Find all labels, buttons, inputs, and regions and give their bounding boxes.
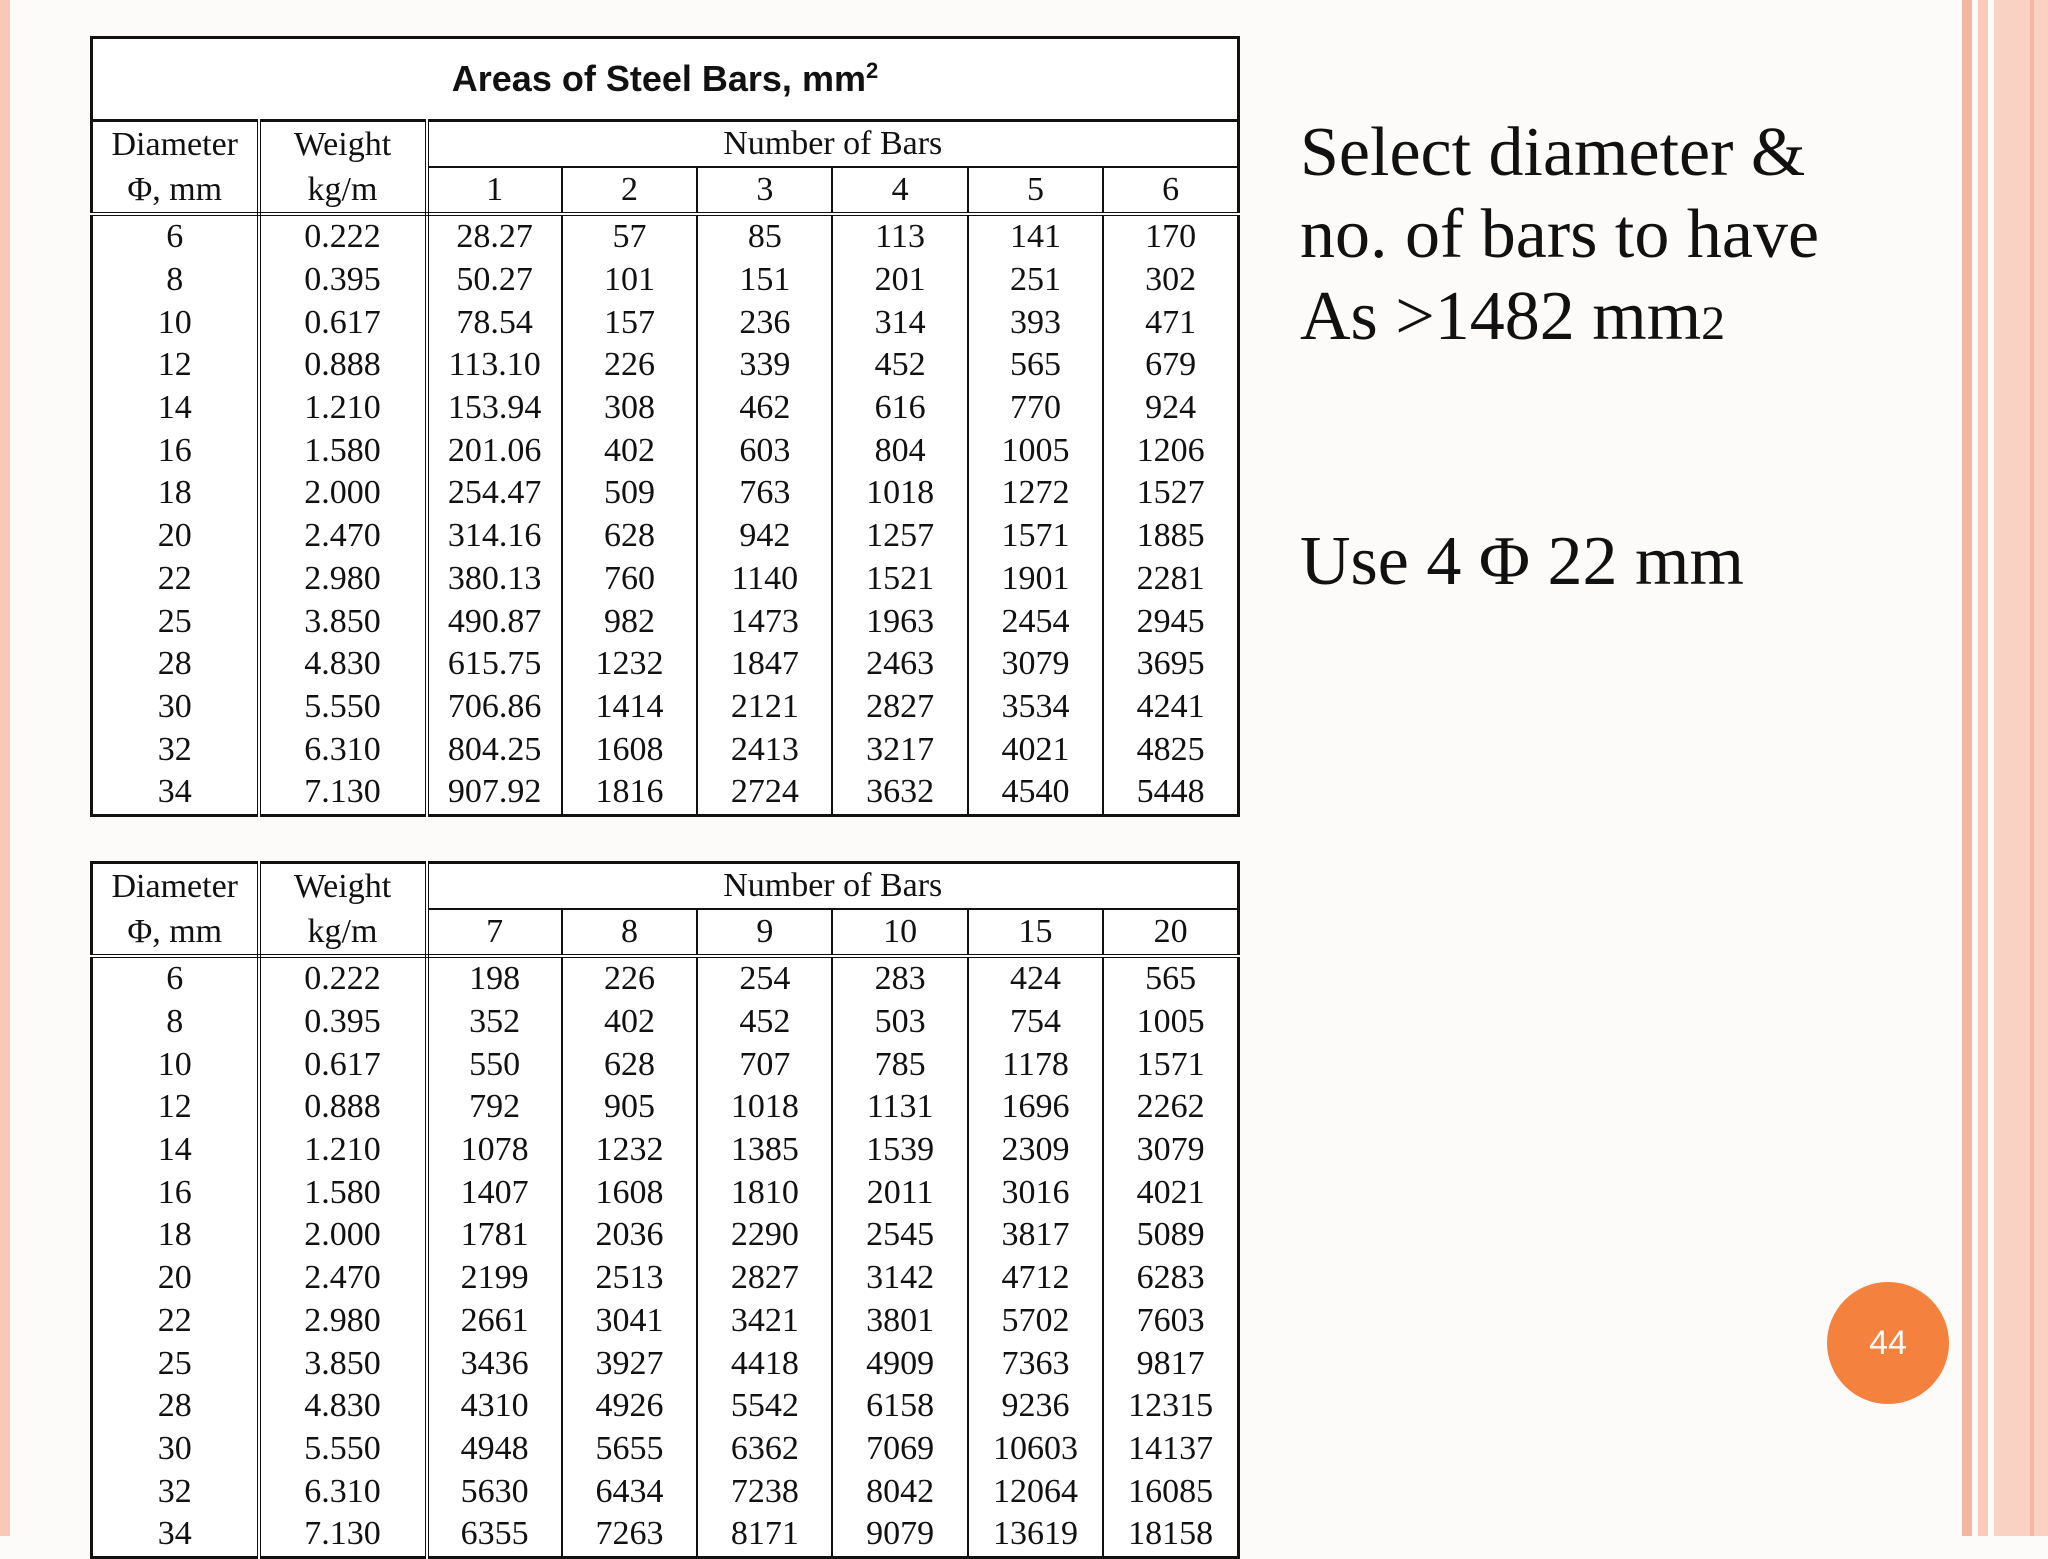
table-row <box>92 1214 1239 1257</box>
area-cell: 1571 <box>968 515 1103 558</box>
area-cell: 5630 <box>427 1470 562 1513</box>
diameter-header: Diameter <box>92 863 259 910</box>
area-cell: 1816 <box>562 771 697 815</box>
area-cell: 1696 <box>968 1086 1103 1129</box>
area-cell: 170 <box>1145 218 1197 256</box>
area-cell: 12315 <box>1128 1387 1214 1425</box>
table-row <box>92 1342 1239 1385</box>
weight-cell: 3.850 <box>259 600 427 643</box>
area-cell: 314.16 <box>427 515 562 558</box>
area-cell: 12064 <box>968 1470 1103 1513</box>
area-cell: 2827 <box>697 1257 832 1300</box>
area-cell: 706.86 <box>427 686 562 729</box>
table-title: Areas of Steel Bars, $mm^2$ <box>92 38 1239 121</box>
weight-cell: 7.130 <box>259 771 427 815</box>
area-cell: 550 <box>427 1043 562 1086</box>
table-row <box>92 1043 1239 1086</box>
weight-cell: 4.830 <box>259 1385 427 1428</box>
table-row <box>92 956 1239 1001</box>
area-cell: 4021 <box>1136 1173 1205 1211</box>
area-cell: 3041 <box>562 1300 697 1343</box>
diameter-cell: 18 <box>92 1214 259 1257</box>
table-row <box>92 600 1239 643</box>
table-row <box>92 515 1239 558</box>
steel-bar-areas-table-1 <box>90 36 1240 817</box>
diameter-header: Diameter <box>92 121 259 168</box>
weight-cell: 0.395 <box>259 259 427 302</box>
area-cell: 679 <box>1145 346 1197 384</box>
weight-cell: 0.222 <box>259 956 427 1001</box>
area-cell: 615.75 <box>427 643 562 686</box>
weight-cell: 2.470 <box>259 1257 427 1300</box>
weight-cell: 7.130 <box>259 1513 427 1557</box>
area-cell: 1781 <box>427 1214 562 1257</box>
area-cell: 2011 <box>832 1171 967 1214</box>
area-cell: 50.27 <box>427 259 562 302</box>
area-cell: 7263 <box>562 1513 697 1557</box>
area-cell: 1571 <box>1136 1045 1205 1083</box>
area-cell: 4712 <box>968 1257 1103 1300</box>
area-cell: 2463 <box>832 643 967 686</box>
area-cell: 1385 <box>697 1129 832 1172</box>
area-cell: 1901 <box>968 558 1103 601</box>
area-cell: 9817 <box>1136 1344 1205 1382</box>
area-cell: 2290 <box>697 1214 832 1257</box>
bar-count-header: 15 <box>968 909 1103 956</box>
area-cell: 85 <box>697 214 832 259</box>
area-cell: 2827 <box>832 686 967 729</box>
diameter-cell: 20 <box>92 1257 259 1300</box>
area-cell: 4948 <box>427 1428 562 1471</box>
weight-cell: 5.550 <box>259 686 427 729</box>
weight-cell: 1.580 <box>259 1171 427 1214</box>
area-cell: 1810 <box>697 1171 832 1214</box>
diameter-cell: 34 <box>92 771 259 815</box>
table-row <box>92 1428 1239 1471</box>
area-cell: 6283 <box>1136 1259 1205 1297</box>
area-cell: 603 <box>697 429 832 472</box>
area-cell: 3817 <box>968 1214 1103 1257</box>
area-cell: 1414 <box>562 686 697 729</box>
area-cell: 565 <box>1145 960 1197 998</box>
diameter-cell: 8 <box>92 1001 259 1044</box>
area-cell: 2513 <box>562 1257 697 1300</box>
bar-count-header: 7 <box>427 909 562 956</box>
right-accent-stripe <box>1962 0 1972 1536</box>
bar-count-header: 5 <box>968 167 1103 214</box>
instruction-line-1: Select diameter & <box>1300 114 1806 191</box>
area-cell: 1608 <box>562 728 697 771</box>
area-cell: 7603 <box>1136 1301 1205 1339</box>
area-cell: 402 <box>562 1001 697 1044</box>
table-row <box>92 643 1239 686</box>
bar-count-header: 6 <box>1103 167 1238 214</box>
diameter-cell: 6 <box>92 956 259 1001</box>
steel-bar-areas-table-2 <box>90 861 1240 1559</box>
area-cell: 490.87 <box>427 600 562 643</box>
area-cell: 6434 <box>562 1470 697 1513</box>
area-cell: 3927 <box>562 1342 697 1385</box>
area-cell: 14137 <box>1128 1429 1214 1467</box>
bar-count-header: 3 <box>697 167 832 214</box>
area-cell: 251 <box>968 259 1103 302</box>
area-cell: 6158 <box>832 1385 967 1428</box>
area-cell: 1018 <box>832 472 967 515</box>
area-cell: 1140 <box>697 558 832 601</box>
area-cell: 7069 <box>832 1428 967 1471</box>
weight-header: Weight <box>259 121 427 168</box>
area-cell: 18158 <box>1128 1515 1214 1553</box>
diameter-cell: 32 <box>92 728 259 771</box>
diameter-cell: 8 <box>92 259 259 302</box>
weight-cell: 2.980 <box>259 558 427 601</box>
diameter-cell: 25 <box>92 600 259 643</box>
diameter-cell: 14 <box>92 1129 259 1172</box>
area-cell: 6355 <box>427 1513 562 1557</box>
area-cell: 907.92 <box>427 771 562 815</box>
weight-cell: 3.850 <box>259 1342 427 1385</box>
area-cell: 628 <box>562 515 697 558</box>
area-cell: 3079 <box>1136 1131 1205 1169</box>
area-cell: 760 <box>562 558 697 601</box>
area-cell: 452 <box>832 344 967 387</box>
diameter-cell: 34 <box>92 1513 259 1557</box>
weight-cell: 2.000 <box>259 472 427 515</box>
area-cell: 226 <box>562 956 697 1001</box>
instruction-line-2: no. of bars to have <box>1300 196 1820 273</box>
area-cell: 254.47 <box>427 472 562 515</box>
area-cell: 982 <box>562 600 697 643</box>
area-cell: 1257 <box>832 515 967 558</box>
area-cell: 1521 <box>832 558 967 601</box>
area-cell: 754 <box>968 1001 1103 1044</box>
table-row <box>92 429 1239 472</box>
diameter-cell: 22 <box>92 1300 259 1343</box>
area-cell: 141 <box>968 214 1103 259</box>
weight-cell: 0.222 <box>259 214 427 259</box>
area-cell: 5089 <box>1136 1216 1205 1254</box>
bar-count-header: 4 <box>832 167 967 214</box>
area-cell: 308 <box>562 387 697 430</box>
table-row <box>92 771 1239 815</box>
area-cell: 1018 <box>697 1086 832 1129</box>
area-cell: 1407 <box>427 1171 562 1214</box>
weight-cell: 1.210 <box>259 1129 427 1172</box>
table-row <box>92 1001 1239 1044</box>
weight-cell: 2.980 <box>259 1300 427 1343</box>
area-cell: 3534 <box>968 686 1103 729</box>
weight-cell: 0.617 <box>259 1043 427 1086</box>
area-cell: 452 <box>697 1001 832 1044</box>
weight-cell: 4.830 <box>259 643 427 686</box>
area-cell: 198 <box>427 956 562 1001</box>
area-cell: 785 <box>832 1043 967 1086</box>
area-cell: 1005 <box>1136 1003 1205 1041</box>
table-row <box>92 558 1239 601</box>
area-cell: 628 <box>562 1043 697 1086</box>
weight-unit-header: kg/m <box>259 167 427 214</box>
area-cell: 2262 <box>1136 1088 1205 1126</box>
area-cell: 201 <box>832 259 967 302</box>
area-cell: 226 <box>562 344 697 387</box>
diameter-cell: 18 <box>92 472 259 515</box>
area-cell: 1232 <box>562 643 697 686</box>
area-cell: 9079 <box>832 1513 967 1557</box>
area-cell: 1963 <box>832 600 967 643</box>
area-cell: 942 <box>697 515 832 558</box>
area-cell: 2945 <box>1136 602 1205 640</box>
page-number-badge: 44 <box>1827 1282 1949 1404</box>
area-cell: 78.54 <box>427 301 562 344</box>
area-cell: 153.94 <box>427 387 562 430</box>
area-cell: 1206 <box>1136 431 1205 469</box>
area-cell: 57 <box>562 214 697 259</box>
table-row <box>92 728 1239 771</box>
area-cell: 424 <box>968 956 1103 1001</box>
area-cell: 1005 <box>968 429 1103 472</box>
diameter-cell: 25 <box>92 1342 259 1385</box>
area-cell: 339 <box>697 344 832 387</box>
weight-cell: 2.470 <box>259 515 427 558</box>
area-cell: 792 <box>427 1086 562 1129</box>
area-cell: 2661 <box>427 1300 562 1343</box>
area-cell: 1131 <box>832 1086 967 1129</box>
weight-cell: 0.395 <box>259 1001 427 1044</box>
area-cell: 201.06 <box>427 429 562 472</box>
bar-count-header: 9 <box>697 909 832 956</box>
area-cell: 3142 <box>832 1257 967 1300</box>
area-cell: 1608 <box>562 1171 697 1214</box>
area-cell: 157 <box>562 301 697 344</box>
table-row <box>92 1513 1239 1557</box>
area-cell: 924 <box>1145 389 1197 427</box>
area-cell: 8042 <box>832 1470 967 1513</box>
weight-cell: 1.210 <box>259 387 427 430</box>
number-of-bars-header: Number of Bars <box>427 863 1239 910</box>
table-row <box>92 472 1239 515</box>
weight-cell: 0.888 <box>259 1086 427 1129</box>
table-row <box>92 344 1239 387</box>
table-row <box>92 214 1239 259</box>
area-cell: 3016 <box>968 1171 1103 1214</box>
area-cell: 462 <box>697 387 832 430</box>
area-cell: 5702 <box>968 1300 1103 1343</box>
area-cell: 503 <box>832 1001 967 1044</box>
diameter-cell: 12 <box>92 344 259 387</box>
area-cell: 707 <box>697 1043 832 1086</box>
diameter-cell: 10 <box>92 301 259 344</box>
area-cell: 236 <box>697 301 832 344</box>
right-accent-band <box>1994 0 2048 1536</box>
area-cell: 302 <box>1145 261 1197 299</box>
right-accent-stripe <box>1978 0 1988 1536</box>
area-cell: 2309 <box>968 1129 1103 1172</box>
area-cell: 1232 <box>562 1129 697 1172</box>
diameter-cell: 22 <box>92 558 259 601</box>
area-cell: 1272 <box>968 472 1103 515</box>
area-cell: 7238 <box>697 1470 832 1513</box>
area-cell: 4241 <box>1136 687 1205 725</box>
answer-text: Use 4 Φ 22 mm <box>1300 523 1744 600</box>
area-cell: 1885 <box>1136 517 1205 555</box>
diameter-cell: 6 <box>92 214 259 259</box>
area-cell: 7363 <box>968 1342 1103 1385</box>
area-cell: 3421 <box>697 1300 832 1343</box>
area-cell: 254 <box>697 956 832 1001</box>
diameter-cell: 16 <box>92 429 259 472</box>
table-row <box>92 1086 1239 1129</box>
area-cell: 5542 <box>697 1385 832 1428</box>
area-cell: 2545 <box>832 1214 967 1257</box>
area-cell: 4926 <box>562 1385 697 1428</box>
diameter-cell: 16 <box>92 1171 259 1214</box>
weight-cell: 0.617 <box>259 301 427 344</box>
area-cell: 2036 <box>562 1214 697 1257</box>
area-cell: 113 <box>832 214 967 259</box>
diameter-unit-header: Φ, mm <box>92 167 259 214</box>
bar-count-header: 20 <box>1103 909 1238 956</box>
area-cell: 4909 <box>832 1342 967 1385</box>
area-cell: 616 <box>832 387 967 430</box>
table-row <box>92 1470 1239 1513</box>
area-cell: 1539 <box>832 1129 967 1172</box>
area-cell: 16085 <box>1128 1472 1214 1510</box>
weight-cell: 0.888 <box>259 344 427 387</box>
area-cell: 4418 <box>697 1342 832 1385</box>
weight-unit-header: kg/m <box>259 909 427 956</box>
table-row <box>92 1257 1239 1300</box>
area-cell: 565 <box>968 344 1103 387</box>
area-cell: 3436 <box>427 1342 562 1385</box>
area-cell: 4021 <box>968 728 1103 771</box>
table-row <box>92 387 1239 430</box>
bar-count-header: 2 <box>562 167 697 214</box>
bar-count-header: 1 <box>427 167 562 214</box>
diameter-cell: 12 <box>92 1086 259 1129</box>
weight-cell: 5.550 <box>259 1428 427 1471</box>
weight-cell: 6.310 <box>259 728 427 771</box>
diameter-cell: 20 <box>92 515 259 558</box>
area-cell: 402 <box>562 429 697 472</box>
weight-header: Weight <box>259 863 427 910</box>
area-cell: 2413 <box>697 728 832 771</box>
table-row <box>92 259 1239 302</box>
table-row <box>92 301 1239 344</box>
area-cell: 6362 <box>697 1428 832 1471</box>
area-cell: 1527 <box>1136 474 1205 512</box>
area-cell: 9236 <box>968 1385 1103 1428</box>
diameter-cell: 14 <box>92 387 259 430</box>
area-cell: 2281 <box>1136 559 1205 597</box>
table-row <box>92 1385 1239 1428</box>
table-row <box>92 1300 1239 1343</box>
diameter-cell: 10 <box>92 1043 259 1086</box>
area-cell: 2121 <box>697 686 832 729</box>
area-cell: 113.10 <box>427 344 562 387</box>
area-cell: 283 <box>832 956 967 1001</box>
area-cell: 3632 <box>832 771 967 815</box>
area-cell: 380.13 <box>427 558 562 601</box>
right-accent-stripe <box>2030 0 2034 1536</box>
area-cell: 4825 <box>1136 730 1205 768</box>
area-cell: 5655 <box>562 1428 697 1471</box>
area-cell: 763 <box>697 472 832 515</box>
area-cell: 1473 <box>697 600 832 643</box>
area-cell: 804.25 <box>427 728 562 771</box>
area-cell: 393 <box>968 301 1103 344</box>
diameter-unit-header: Φ, mm <box>92 909 259 956</box>
diameter-cell: 32 <box>92 1470 259 1513</box>
area-cell: 3217 <box>832 728 967 771</box>
area-cell: 471 <box>1145 303 1197 341</box>
area-cell: 2724 <box>697 771 832 815</box>
area-cell: 314 <box>832 301 967 344</box>
area-cell: 101 <box>562 259 697 302</box>
bar-count-header: 10 <box>832 909 967 956</box>
diameter-cell: 30 <box>92 686 259 729</box>
area-cell: 13619 <box>968 1513 1103 1557</box>
instruction-text <box>1300 112 1940 365</box>
table-row <box>92 1129 1239 1172</box>
area-cell: 4310 <box>427 1385 562 1428</box>
weight-cell: 6.310 <box>259 1470 427 1513</box>
weight-cell: 1.580 <box>259 429 427 472</box>
area-cell: 8171 <box>697 1513 832 1557</box>
diameter-cell: 30 <box>92 1428 259 1471</box>
area-cell: 1847 <box>697 643 832 686</box>
left-accent-stripe <box>0 0 10 1536</box>
area-cell: 509 <box>562 472 697 515</box>
area-cell: 3079 <box>968 643 1103 686</box>
area-cell: 1078 <box>427 1129 562 1172</box>
area-cell: 28.27 <box>427 214 562 259</box>
area-cell: 151 <box>697 259 832 302</box>
diameter-cell: 28 <box>92 643 259 686</box>
instruction-line-3: As >1482 mm2 <box>1300 278 1726 355</box>
area-cell: 3695 <box>1136 645 1205 683</box>
area-cell: 352 <box>427 1001 562 1044</box>
table-row <box>92 1171 1239 1214</box>
bar-count-header: 8 <box>562 909 697 956</box>
table-row <box>92 686 1239 729</box>
area-cell: 905 <box>562 1086 697 1129</box>
area-cell: 10603 <box>968 1428 1103 1471</box>
number-of-bars-header: Number of Bars <box>427 121 1239 168</box>
area-cell: 2454 <box>968 600 1103 643</box>
area-cell: 1178 <box>968 1043 1103 1086</box>
area-cell: 5448 <box>1136 773 1205 811</box>
diameter-cell: 28 <box>92 1385 259 1428</box>
area-cell: 804 <box>832 429 967 472</box>
area-cell: 770 <box>968 387 1103 430</box>
area-cell: 3801 <box>832 1300 967 1343</box>
area-cell: 4540 <box>968 771 1103 815</box>
area-cell: 2199 <box>427 1257 562 1300</box>
weight-cell: 2.000 <box>259 1214 427 1257</box>
